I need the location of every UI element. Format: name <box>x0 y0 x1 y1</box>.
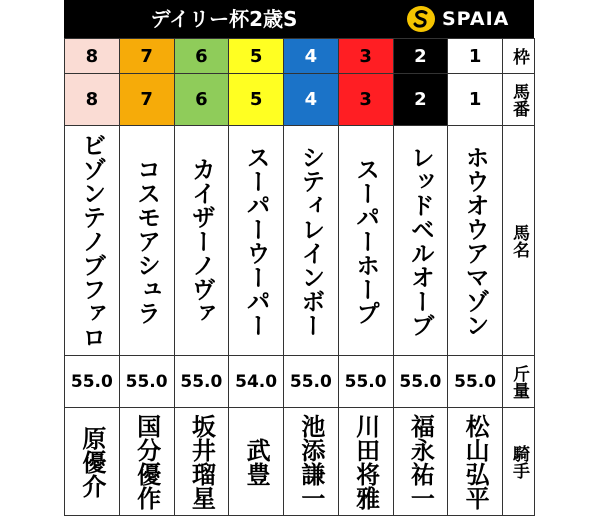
row-header <box>503 39 535 74</box>
spaia-logo-icon <box>406 5 436 33</box>
jockey-cell <box>448 408 503 516</box>
jockey-text: 池添謙一 <box>296 413 325 510</box>
row-header-label: 斤量 <box>509 364 529 399</box>
horse-name-text: スーパーホープ <box>351 156 380 325</box>
horse-name-text: ビゾンテノブファロ <box>77 132 106 349</box>
weight-cell <box>119 356 174 408</box>
frame-text: 7 <box>140 45 153 67</box>
horse-number-text: 7 <box>140 89 153 110</box>
jockey-text: 国分優作 <box>132 413 161 510</box>
jockey-cell <box>65 408 120 516</box>
horse-number-cell <box>338 74 393 126</box>
row-header <box>503 126 535 356</box>
horse-name-cell <box>65 126 120 356</box>
frame-row <box>65 39 535 74</box>
weight-text: 55.0 <box>454 371 497 392</box>
horse-number-cell <box>393 74 448 126</box>
horse-number-text: 3 <box>359 89 372 110</box>
horse-number-text: 5 <box>249 89 263 110</box>
frame-cell <box>119 39 174 74</box>
horse-number-cell <box>119 74 174 126</box>
weight-text: 55.0 <box>125 371 168 392</box>
weight-text: 55.0 <box>289 371 332 392</box>
brand-name: SPAIA <box>442 8 510 30</box>
jockey-cell <box>338 408 393 516</box>
frame-text: 2 <box>414 45 427 67</box>
jockey-text: 原優介 <box>77 425 106 498</box>
frame-cell <box>393 39 448 74</box>
horse-name-cell <box>119 126 174 356</box>
weight-text: 54.0 <box>235 371 278 392</box>
frame-text: 4 <box>304 45 318 67</box>
horse-number-cell <box>174 74 229 126</box>
race-title: デイリー杯2歳S <box>150 7 298 31</box>
weight-text: 55.0 <box>399 371 442 392</box>
frame-text: 5 <box>249 45 263 67</box>
frame-cell <box>174 39 229 74</box>
row-header-label: 枠 <box>509 47 529 65</box>
horse-name-cell <box>174 126 229 356</box>
jockey-text: 福永祐一 <box>406 413 435 510</box>
names-row <box>65 126 535 356</box>
num-row <box>65 74 535 126</box>
frame-cell <box>448 39 503 74</box>
horse-number-text: 1 <box>468 89 482 110</box>
jockey-text: 川田将雅 <box>351 413 380 510</box>
weight-text: 55.0 <box>70 371 113 392</box>
jockey-cell <box>119 408 174 516</box>
horse-name-text: ホウオウアマゾン <box>461 144 490 337</box>
jockey-text: 武豊 <box>242 437 271 486</box>
frame-cell <box>65 39 120 74</box>
jk-row <box>65 408 535 516</box>
jockey-cell <box>284 408 339 516</box>
horse-name-text: レッドベルオーブ <box>406 144 435 337</box>
row-header-label: 馬名 <box>509 223 529 258</box>
frame-cell <box>338 39 393 74</box>
horse-name-cell <box>448 126 503 356</box>
row-header-label: 騎手 <box>509 444 529 479</box>
weight-cell <box>229 356 284 408</box>
horse-number-text: 4 <box>304 89 318 110</box>
horse-name-text: コスモアシュラ <box>132 156 161 325</box>
row-header <box>503 408 535 516</box>
jockey-cell <box>393 408 448 516</box>
weight-cell <box>174 356 229 408</box>
jockey-cell <box>174 408 229 516</box>
horse-name-text: スーパーウーパー <box>242 144 271 337</box>
horse-number-cell <box>284 74 339 126</box>
row-header-label: 馬番 <box>509 82 529 117</box>
weight-cell <box>338 356 393 408</box>
horse-name-text: カイザーノヴァ <box>187 156 216 325</box>
horse-name-cell <box>338 126 393 356</box>
weight-cell <box>393 356 448 408</box>
weight-cell <box>65 356 120 408</box>
weight-text: 55.0 <box>344 371 387 392</box>
jockey-text: 坂井瑠星 <box>187 413 216 510</box>
horse-name-text: シティレインボー <box>296 144 325 337</box>
horse-name-cell <box>393 126 448 356</box>
horse-number-text: 8 <box>85 89 99 110</box>
row-header <box>503 74 535 126</box>
frame-text: 6 <box>195 45 208 67</box>
row-header <box>503 356 535 408</box>
horse-number-text: 2 <box>414 89 427 110</box>
frame-text: 3 <box>359 45 372 67</box>
jockey-cell <box>229 408 284 516</box>
jockey-text: 松山弘平 <box>461 413 490 510</box>
wt-row <box>65 356 535 408</box>
horse-number-cell <box>65 74 120 126</box>
horse-number-text: 6 <box>195 89 208 110</box>
frame-text: 1 <box>468 45 482 67</box>
horse-name-cell <box>229 126 284 356</box>
weight-cell <box>284 356 339 408</box>
frame-cell <box>284 39 339 74</box>
horse-number-cell <box>448 74 503 126</box>
weight-text: 55.0 <box>180 371 223 392</box>
title-bar <box>64 0 534 38</box>
entry-table <box>64 38 535 516</box>
frame-text: 8 <box>85 45 99 67</box>
horse-name-cell <box>284 126 339 356</box>
horse-number-cell <box>229 74 284 126</box>
frame-cell <box>229 39 284 74</box>
weight-cell <box>448 356 503 408</box>
